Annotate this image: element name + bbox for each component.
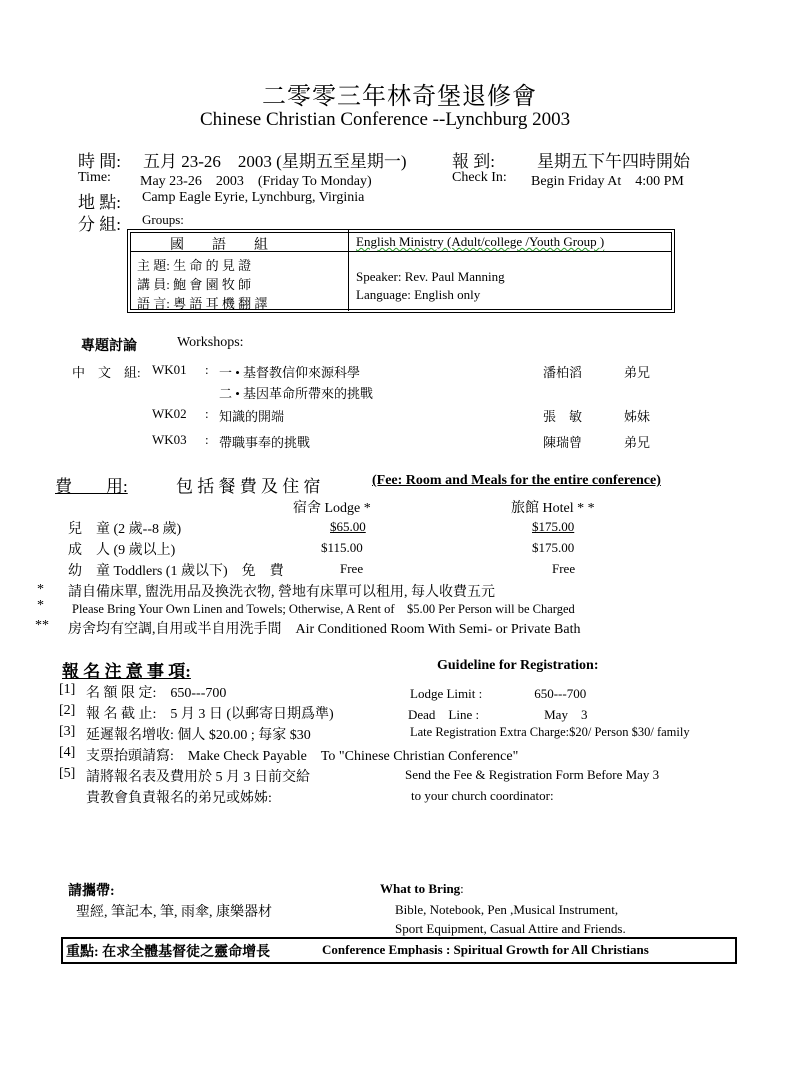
fees-col-lodge: 宿舍 Lodge * [293,501,371,516]
fee-note-mark: * [37,598,44,613]
workshop-sep: : [205,432,209,447]
fee-row-lodge: $115.00 [321,540,363,555]
registration-num: [2] [59,703,76,718]
workshop-topic: 二 • 基因革命所帶來的挑戰 [219,386,374,401]
title-chinese: 二零零三年林奇堡退修會 [262,84,537,110]
workshop-code: WK03 [152,432,187,447]
registration-num: [1] [59,682,76,697]
registration-zh: 名 額 限 定: 650---700 [86,686,227,701]
workshop-speaker: 陳瑞曾 [543,435,583,450]
emphasis-zh: 重點: 在求全體基督徒之靈命增長 [66,945,271,960]
bring-heading-en [380,881,464,897]
registration-num: [3] [59,724,76,739]
time-value-en: May 23-26 2003 (Friday To Monday) [140,174,372,189]
fees-heading-zh: 費 用: [55,477,128,496]
checkin-value-zh: 星期五下午四時開始 [537,152,690,171]
workshop-speaker-title: 姊妹 [624,409,651,424]
fee-row-label: 幼 童 Toddlers (1 歲以下) 免 費 [68,564,284,579]
groups-label-zh: 分 組: [78,215,121,234]
english-ministry-header [356,234,604,250]
place-label: 地 點: [78,193,121,212]
bring-items-en-2: Sport Equipment, Casual Attire and Friends. [395,921,626,936]
workshop-code: WK01 [152,362,187,377]
time-label-zh: 時 間: [78,152,121,171]
fee-note-text: 房舍均有空調,自用或半自用洗手間 Air Conditioned Room With Semi- or Private Bath [68,622,581,637]
place-value: Camp Eagle Eyrie, Lynchburg, Virginia [142,190,365,205]
fees-heading-en: (Fee: Room and Meals for the entire conference) [372,473,661,488]
time-label-en: Time: [78,170,111,185]
workshops-heading-zh: 專題討論 [81,339,137,354]
fees-heading-desc-zh: 包 括 餐 費 及 住 宿 [176,477,321,496]
workshop-speaker-title: 弟兄 [624,365,651,380]
english-speaker: Speaker: Rev. Paul Manning [356,269,505,284]
registration-heading-en: Guideline for Registration: [437,658,599,673]
registration-heading-zh: 報 名 注 意 事 項: [62,662,191,681]
mandarin-group-header: 國 語 組 [170,238,268,253]
checkin-label-zh: 報 到: [452,152,495,171]
mandarin-language: 語 言: 粵 語 耳 機 翻 譯 [137,296,268,311]
registration-item5-line2-en: to your church coordinator: [411,788,554,803]
fee-row-lodge: $65.00 [330,519,366,534]
workshop-speaker: 張 敏 [543,409,583,424]
workshop-topic: 知識的開端 [219,409,285,424]
registration-en: Late Registration Extra Charge:$20/ Person $30/ family [410,725,690,739]
registration-zh: 延遲報名增收: 個人 $20.00 ; 每家 $30 [86,728,311,743]
time-value-zh: 五月 23-26 2003 (星期五至星期一) [143,152,407,171]
emphasis-en: Conference Emphasis : Spiritual Growth for All Christians [322,942,649,957]
fee-row-hotel: Free [552,561,576,576]
bring-items-en-1: Bible, Notebook, Pen ,Musical Instrument, [395,902,619,917]
workshop-speaker: 潘柏滔 [543,365,583,380]
workshop-code: WK02 [152,406,187,421]
mandarin-theme: 主 題: 生 命 的 見 證 [137,258,252,273]
registration-en: Dead Line : May 3 [408,707,588,722]
fee-row-label: 兒 童 (2 歲--8 歲) [68,522,182,537]
english-language: Language: English only [356,287,481,302]
fees-col-hotel: 旅館 Hotel * * [511,501,595,516]
workshops-heading-en: Workshops: [177,335,244,350]
fee-note-mark: * [37,582,44,597]
workshop-topic: 一 • 基督教信仰來源科學 [219,365,361,380]
fee-row-hotel: $175.00 [532,519,575,534]
registration-num: [5] [59,766,76,781]
bring-heading-en-colon: : [460,881,464,896]
workshop-speaker-title: 弟兄 [624,435,651,450]
registration-num: [4] [59,745,76,760]
checkin-label-en: Check In: [452,170,507,185]
registration-zh: 請將報名表及費用於 5 月 3 日前交給 [86,770,310,785]
fee-note-text: Please Bring Your Own Linen and Towels; Otherwise, A Rent of $5.00 Per Person will be Charged [72,602,575,616]
groups-label-en: Groups: [142,212,184,227]
registration-en: Send the Fee & Registration Form Before May 3 [405,767,660,782]
mandarin-speaker: 講 員: 鮑 會 園 牧 師 [137,277,252,292]
english-ministry-header-text: English Ministry (Adult/college /Youth Group ) [356,234,605,249]
fee-row-hotel: $175.00 [532,540,575,555]
workshop-chinese-group-label: 中 文 組: [72,365,141,380]
groups-table-divider [348,229,349,311]
workshop-sep: : [205,406,209,421]
registration-zh: 支票抬頭請寫: Make Check Payable To "Chinese Christian Conference" [86,749,519,764]
fee-row-label: 成 人 (9 歲以上) [68,543,176,558]
registration-zh: 報 名 截 止: 5 月 3 日 (以郵寄日期爲準) [86,707,334,722]
fee-row-lodge: Free [340,561,364,576]
registration-en: Lodge Limit : 650---700 [410,686,587,701]
registration-item5-line2-zh: 貴教會負責報名的弟兄或姊姊: [86,791,272,806]
fee-note-text: 請自備床單, 盥洗用品及換洗衣物, 營地有床單可以租用, 每人收費五元 [68,585,495,600]
title-english: Chinese Christian Conference --Lynchburg 2003 [200,109,571,130]
bring-items-zh: 聖經, 筆記本, 筆, 雨傘, 康樂器材 [76,905,272,920]
checkin-value-en: Begin Friday At 4:00 PM [531,174,684,189]
fee-note-mark: ** [35,618,49,633]
bring-heading-en-text: What to Bring [380,881,461,896]
workshop-topic: 帶職事奉的挑戰 [219,435,311,450]
workshop-sep: : [205,362,209,377]
bring-heading-zh: 請攜帶: [68,884,115,899]
